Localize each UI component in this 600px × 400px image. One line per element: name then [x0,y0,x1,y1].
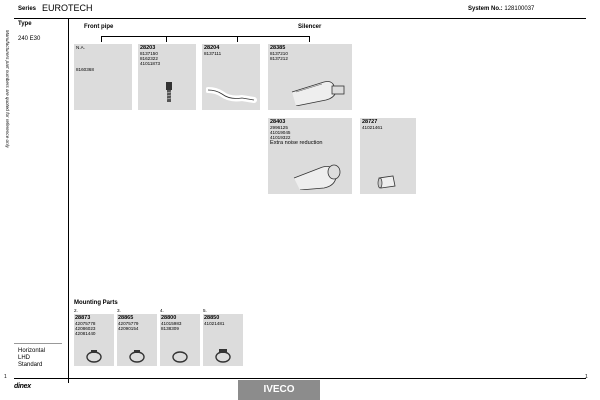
system-value: 128100037 [504,6,535,12]
left-column-rule [68,18,69,383]
part-ref: 8138309 [161,326,179,332]
part-number: 28203 [140,45,156,51]
header-rule [14,18,586,19]
front-pipe-bracket [101,36,237,37]
type-value: 240 E30 [18,36,41,42]
part-number: 28403 [270,119,286,125]
bracket-tick [309,36,310,42]
system-number [468,6,534,12]
part-number: 28727 [362,119,378,125]
part-ref: 8137212 [270,56,288,62]
brand-banner: IVECO [238,380,320,400]
part-box-28403 [268,118,352,194]
part-ref: 8137210 [270,51,288,56]
part-number: 28873 [75,315,91,321]
clamp-ring-icon [170,350,190,364]
mount-index: 2. [74,308,78,313]
part-ref: 42090154 [118,326,139,332]
silencer-large-icon [290,158,346,190]
part-number: N.A. [76,45,85,50]
bracket-tick [166,36,167,42]
part-refs [75,321,95,337]
clamp-ring-icon [84,350,104,364]
part-box-na [74,44,132,110]
mount-index: 3. [117,308,121,313]
part-number: 28865 [118,315,134,321]
front-pipe-icon [206,84,258,106]
silencer-icon [288,76,348,106]
footer-rule [14,343,62,344]
part-ref: 42086023 [75,326,96,332]
mount-index: 4. [160,308,164,313]
footer-rule-bottom [14,378,586,379]
part-ref: 42075778 [75,321,96,326]
clamp-ring-icon [213,348,233,364]
mount-box [117,314,157,366]
mount-box [203,314,243,366]
part-ref: 8137150 [140,51,158,56]
part-number: 28385 [270,45,286,51]
page-number-left: 1 [4,374,7,380]
configuration [18,348,45,369]
clamp-icon [376,174,398,190]
part-box-28385 [268,44,352,110]
config-drive: LHD [18,355,31,361]
clamp-ring-icon [127,350,147,364]
dinex-logo: dinex [14,383,31,390]
mounting-heading: Mounting Parts [74,300,118,306]
side-note [4,30,10,290]
mount-item-28850 [203,308,243,366]
config-orientation: Horizontal [18,348,46,354]
silencer-bracket [237,36,309,37]
part-box-28204 [202,44,260,110]
silencer-heading: Silencer [298,24,322,30]
config-standard: Standard [18,362,43,368]
part-number: 28850 [204,315,220,321]
part-ref: 41019322 [270,135,291,141]
part-ref: 42081440 [75,331,96,337]
part-refs [118,321,138,331]
series-value: EUROTECH [42,3,93,13]
part-ref: 41019045 [270,130,291,136]
bolt-icon [156,80,180,106]
mount-index: 5. [203,308,207,313]
part-refs [140,51,160,67]
part-ref: 8162322 [140,56,158,62]
mount-item-28873 [74,308,114,366]
part-box-28203 [138,44,196,110]
part-ref: 41011873 [140,61,161,67]
mount-box [74,314,114,366]
part-number: 28800 [161,315,177,321]
mount-item-28865 [117,308,157,366]
mount-box [160,314,200,366]
part-box-28727 [360,118,416,194]
part-ref: 41021481 [204,321,225,326]
part-refs [161,321,181,331]
part-refs [270,51,288,61]
mount-item-28800 [160,308,200,366]
side-note-text: Manufacturers part numbers are quoted for reference only [5,30,10,148]
part-ref: 41021461 [362,125,383,130]
part-ref: 2996125 [270,125,288,130]
front-pipe-heading: Front pipe [84,24,114,30]
series-label: Series [18,6,37,12]
part-note: Extra noise reduction [270,140,323,146]
part-ref: 41015983 [161,321,182,326]
part-oem: 8160368 [76,67,94,72]
type-label: Type [18,21,32,27]
part-ref: 8137111 [204,51,222,56]
part-ref: 42075779 [118,321,139,326]
bracket-tick [101,36,102,42]
system-label: System No.: [468,6,503,12]
part-number: 28204 [204,45,220,51]
part-refs [270,125,290,141]
page-number-right: 1 [585,374,588,380]
